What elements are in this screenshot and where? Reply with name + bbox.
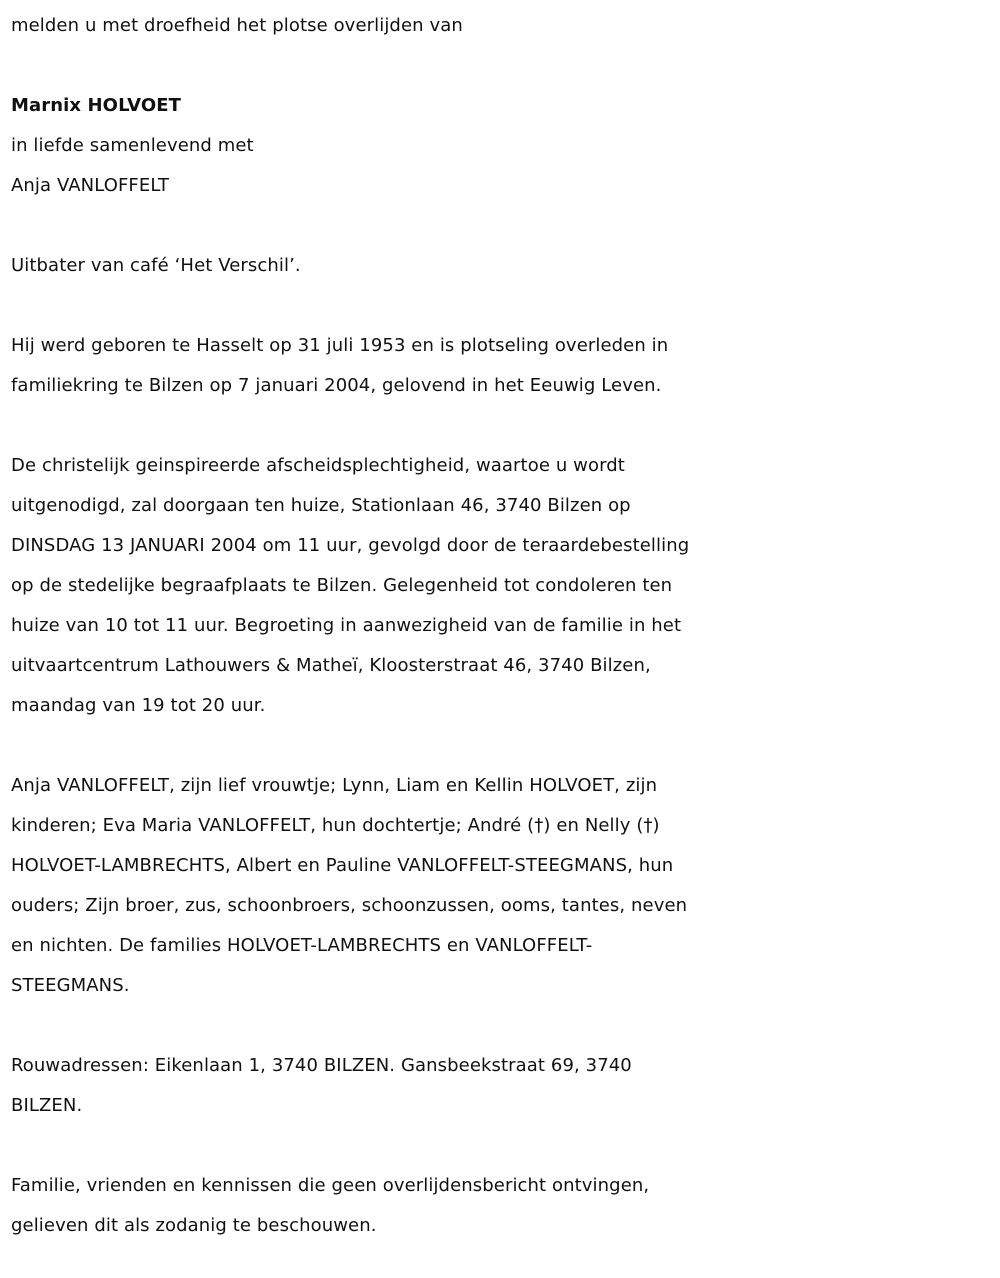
paragraph-line: ouders; Zijn broer, zus, schoonbroers, schoonzussen, ooms, tantes, neven — [11, 895, 688, 916]
paragraph-line: gelieven dit als zodanig te beschouwen. — [11, 1215, 377, 1236]
paragraph-line: HOLVOET-LAMBRECHTS, Albert en Pauline VANLOFFELT-STEEGMANS, hun — [11, 855, 674, 876]
partner-name: Anja VANLOFFELT — [11, 175, 170, 196]
birth-death-paragraph — [11, 326, 988, 406]
paragraph-line: familiekring te Bilzen op 7 januari 2004, gelovend in het Eeuwig Leven. — [11, 375, 662, 396]
paragraph-line: huize van 10 tot 11 uur. Begroeting in aanwezigheid van de familie in het — [11, 615, 682, 636]
deceased-name: Marnix HOLVOET — [11, 95, 182, 116]
ceremony-paragraph — [11, 446, 988, 726]
paragraph-line: BILZEN. — [11, 1095, 83, 1116]
paragraph-line: De christelijk geinspireerde afscheidsplechtigheid, waartoe u wordt — [11, 455, 625, 476]
spacer — [11, 286, 988, 326]
paragraph-line: STEEGMANS. — [11, 975, 130, 996]
paragraph-line: Rouwadressen: Eikenlaan 1, 3740 BILZEN. Gansbeekstraat 69, 3740 — [11, 1055, 632, 1076]
closing-paragraph — [11, 1166, 988, 1246]
spacer — [11, 206, 988, 246]
intro-text: melden u met droefheid het plotse overlijden van — [11, 15, 463, 36]
paragraph-line: DINSDAG 13 JANUARI 2004 om 11 uur, gevolgd door de teraardebestelling — [11, 535, 690, 556]
addresses-paragraph — [11, 1046, 988, 1126]
paragraph-line: Familie, vrienden en kennissen die geen overlijdensbericht ontvingen, — [11, 1175, 650, 1196]
paragraph-line: Hij werd geboren te Hasselt op 31 juli 1953 en is plotseling overleden in — [11, 335, 669, 356]
spacer — [11, 406, 988, 446]
spacer — [11, 726, 988, 766]
family-paragraph — [11, 766, 988, 1006]
occupation-text: Uitbater van café ‘Het Verschil’. — [11, 255, 301, 276]
paragraph-line: en nichten. De families HOLVOET-LAMBRECHTS en VANLOFFELT- — [11, 935, 593, 956]
paragraph-line: kinderen; Eva Maria VANLOFFELT, hun dochtertje; André (†) en Nelly (†) — [11, 815, 660, 836]
paragraph-line: uitvaartcentrum Lathouwers & Matheï, Kloosterstraat 46, 3740 Bilzen, — [11, 655, 651, 676]
spacer — [11, 46, 988, 86]
paragraph-line: op de stedelijke begraafplaats te Bilzen. Gelegenheid tot condoleren ten — [11, 575, 673, 596]
spacer — [11, 1126, 988, 1166]
spacer — [11, 1006, 988, 1046]
paragraph-line: uitgenodigd, zal doorgaan ten huize, Stationlaan 46, 3740 Bilzen op — [11, 495, 631, 516]
paragraph-line: maandag van 19 tot 20 uur. — [11, 695, 266, 716]
paragraph-line: Anja VANLOFFELT, zijn lief vrouwtje; Lynn, Liam en Kellin HOLVOET, zijn — [11, 775, 658, 796]
relation-text: in liefde samenlevend met — [11, 135, 254, 156]
